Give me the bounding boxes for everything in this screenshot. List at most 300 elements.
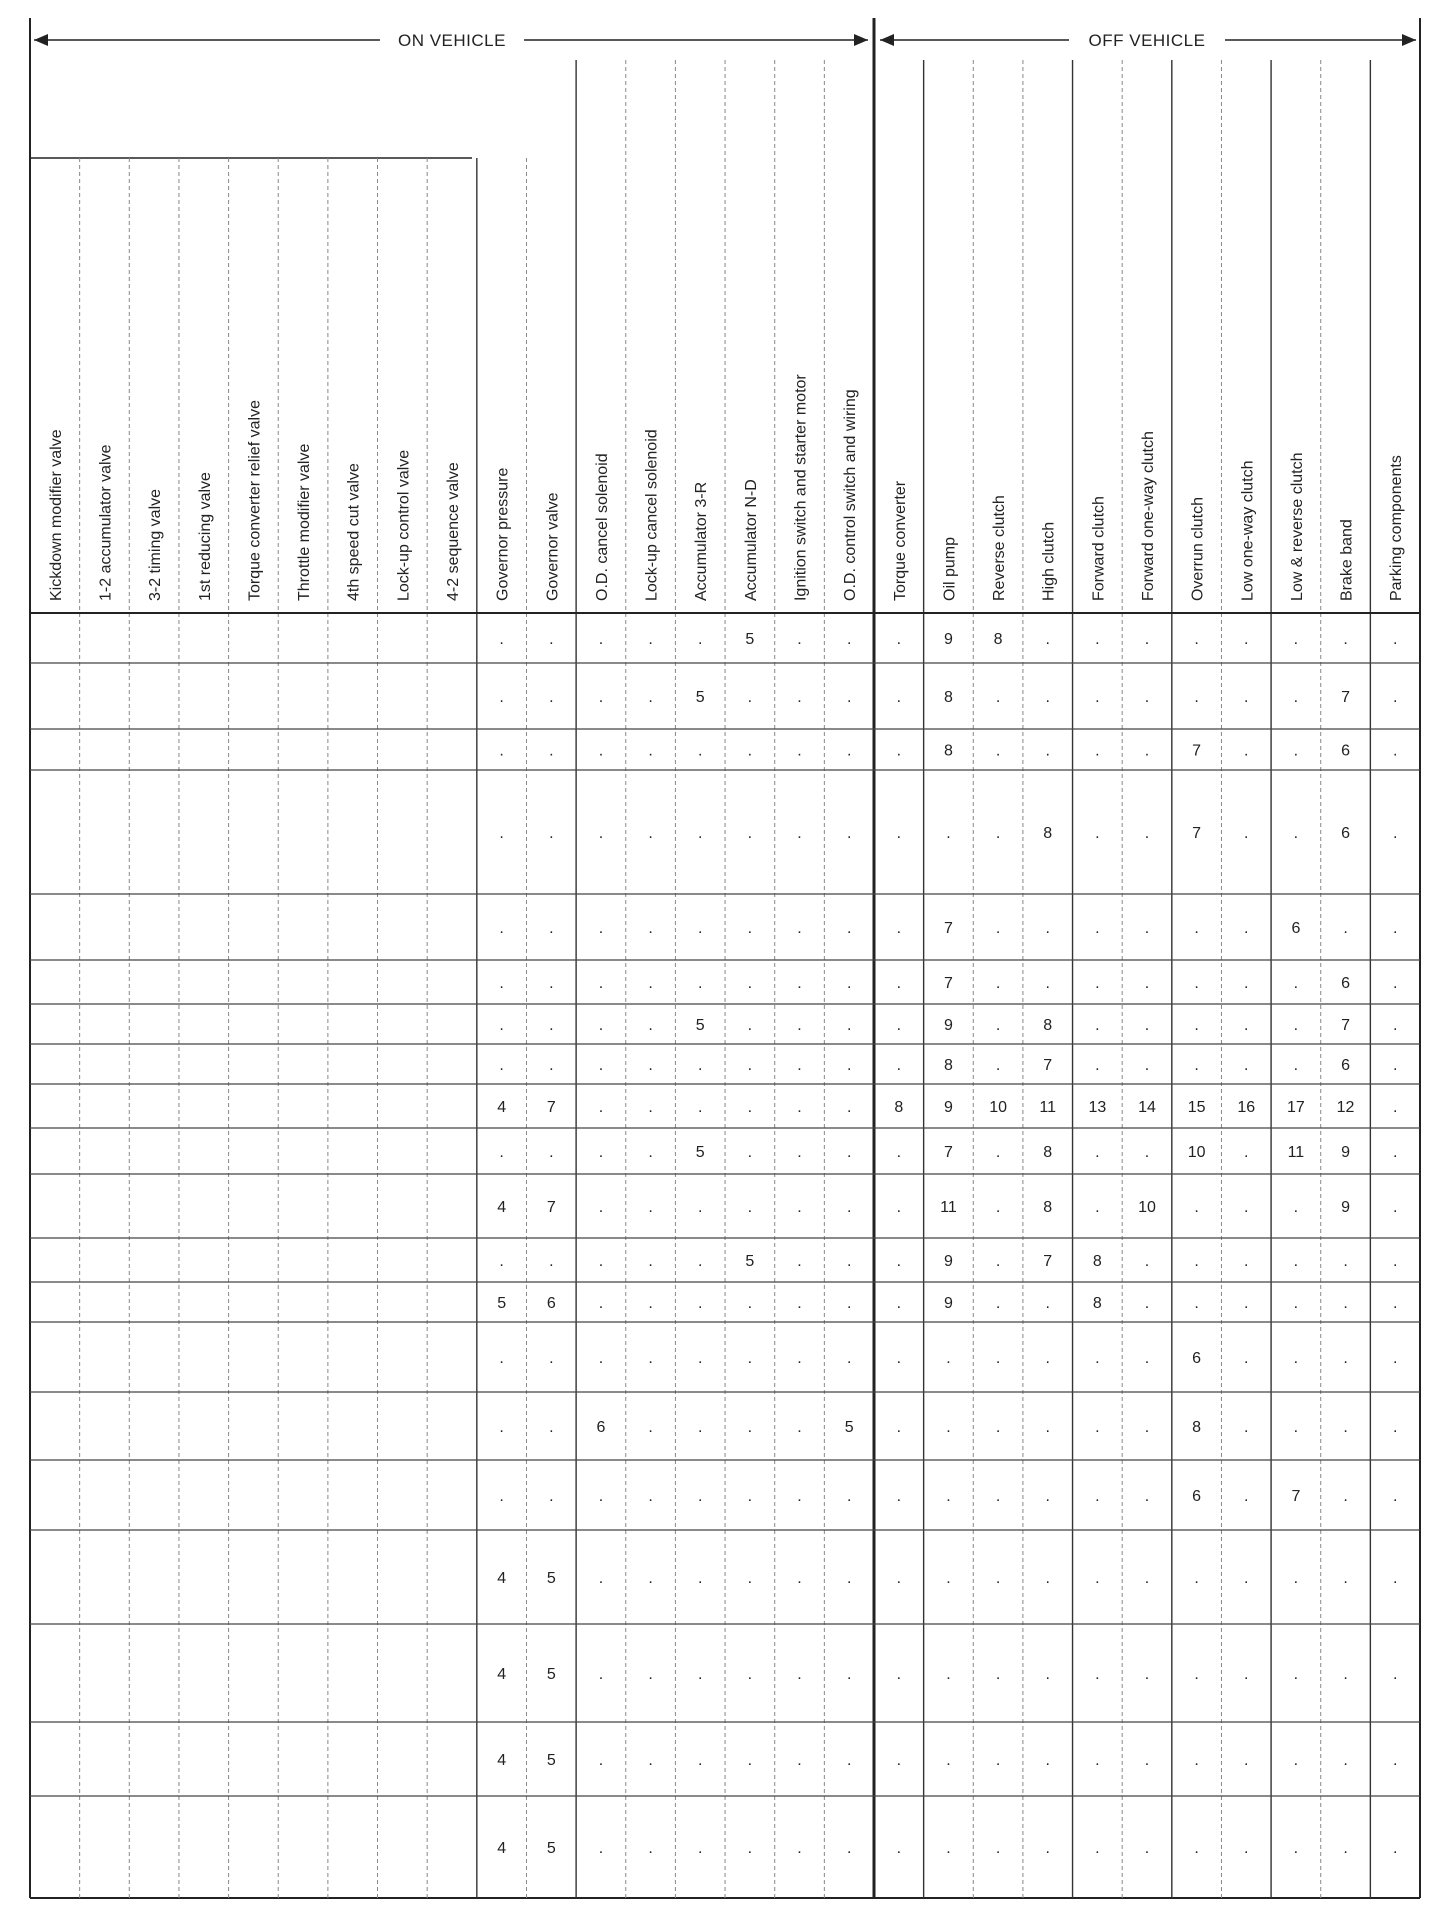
cell-dot: . (549, 920, 554, 937)
cell-dot: . (1293, 1840, 1299, 1857)
cell-dot: . (1392, 1295, 1398, 1312)
cell-dot: . (598, 1840, 604, 1857)
cell-dot: . (648, 689, 653, 706)
cell-dot: . (995, 920, 1001, 937)
cell-dot: . (549, 742, 554, 760)
cell-dot: . (747, 742, 753, 760)
cell-dot: . (698, 1253, 703, 1270)
cell-dot: . (797, 1840, 802, 1857)
cell-dot: . (648, 1253, 653, 1270)
column-header: Kickdown modifier valve (47, 429, 65, 601)
cell-dot: . (896, 1419, 902, 1436)
cell-dot: . (1244, 1199, 1249, 1216)
cell-dot: . (1293, 1295, 1299, 1312)
cell-dot: . (846, 689, 852, 706)
cell-value: 17 (1287, 1099, 1305, 1116)
cell-value: 8 (944, 742, 953, 760)
cell-dot: . (1293, 975, 1299, 992)
cell-dot: . (1194, 1057, 1199, 1074)
cell-dot: . (1244, 1570, 1249, 1587)
column-header: O.D. control switch and wiring (842, 389, 860, 601)
cell-dot: . (846, 1253, 852, 1270)
cell-dot: . (995, 1570, 1001, 1587)
cell-dot: . (1194, 689, 1199, 706)
cell-value: 9 (944, 631, 953, 648)
cell-dot: . (747, 1017, 753, 1034)
cell-dot: . (995, 1295, 1001, 1312)
cell-dot: . (1144, 1752, 1150, 1769)
cell-dot: . (1194, 975, 1199, 992)
cell-dot: . (896, 1350, 902, 1367)
cell-value: 8 (1043, 1199, 1053, 1216)
cell-dot: . (1045, 1419, 1050, 1436)
cell-dot: . (1095, 1752, 1100, 1769)
cell-value: 15 (1187, 1099, 1206, 1116)
cell-dot: . (1144, 1295, 1150, 1312)
cell-dot: . (698, 920, 703, 937)
cell-dot: . (1244, 1295, 1249, 1312)
cell-value: 14 (1138, 1099, 1156, 1116)
cell-dot: . (1095, 1144, 1100, 1161)
cell-dot: . (995, 1350, 1001, 1367)
column-header: 3-2 timing valve (147, 488, 165, 601)
cell-value: 5 (695, 1017, 705, 1034)
cell-dot: . (846, 1840, 852, 1857)
cell-value: 9 (944, 1017, 953, 1034)
cell-dot: . (1392, 1419, 1398, 1436)
cell-dot: . (1293, 1057, 1299, 1074)
cell-value: 8 (1092, 1253, 1102, 1270)
cell-value: 8 (1092, 1295, 1102, 1312)
cell-dot: . (1293, 1752, 1299, 1769)
column-header: Brake band (1338, 519, 1356, 601)
cell-dot: . (1045, 1570, 1050, 1587)
cell-dot: . (1392, 1253, 1398, 1270)
cell-dot: . (1095, 1057, 1100, 1074)
cell-dot: . (1244, 689, 1249, 706)
cell-dot: . (1293, 825, 1299, 842)
column-header: 1-2 accumulator valve (97, 444, 115, 601)
cell-dot: . (995, 1419, 1001, 1436)
cell-dot: . (896, 689, 902, 706)
cell-dot: . (698, 1419, 703, 1436)
cell-value: 9 (944, 1253, 953, 1270)
cell-dot: . (896, 1295, 902, 1312)
cell-dot: . (1095, 1840, 1100, 1857)
cell-dot: . (1392, 1570, 1398, 1587)
on-vehicle-label: ON VEHICLE (398, 31, 506, 50)
cell-value: 10 (1138, 1199, 1156, 1216)
cell-dot: . (797, 1099, 802, 1116)
cell-dot: . (946, 825, 951, 842)
cell-dot: . (1293, 1570, 1299, 1587)
cell-dot: . (1144, 825, 1150, 842)
cell-dot: . (1144, 1017, 1150, 1034)
cell-value: 9 (944, 1295, 953, 1312)
cell-dot: . (698, 1199, 703, 1216)
cell-dot: . (1144, 1570, 1150, 1587)
cell-dot: . (747, 1419, 753, 1436)
cell-value: 6 (1291, 920, 1301, 937)
cell-dot: . (698, 742, 703, 760)
cell-dot: . (698, 1666, 703, 1683)
cell-value: 7 (1341, 689, 1350, 706)
cell-value: 8 (1043, 825, 1053, 842)
cell-dot: . (648, 825, 653, 842)
cell-dot: . (896, 1752, 902, 1769)
cell-dot: . (747, 825, 753, 842)
cell-dot: . (1095, 920, 1100, 937)
cell-dot: . (747, 1099, 753, 1116)
cell-dot: . (747, 920, 753, 937)
column-header: Governor pressure (494, 467, 512, 601)
cell-dot: . (598, 1144, 604, 1161)
cell-dot: . (797, 975, 802, 992)
cell-dot: . (1293, 1199, 1299, 1216)
cell-dot: . (896, 920, 902, 937)
cell-value: 9 (1341, 1144, 1350, 1161)
cell-dot: . (1194, 1295, 1199, 1312)
cell-value: 8 (944, 1057, 953, 1074)
cell-dot: . (648, 975, 653, 992)
cell-dot: . (946, 1840, 951, 1857)
cell-value: 5 (745, 1253, 755, 1270)
column-header: 4-2 sequence valve (445, 462, 462, 601)
cell-value: 8 (1192, 1419, 1202, 1436)
cell-dot: . (846, 1752, 852, 1769)
cell-dot: . (995, 975, 1001, 992)
cell-value: 6 (1341, 1057, 1350, 1074)
cell-dot: . (846, 1570, 852, 1587)
cell-dot: . (598, 1570, 604, 1587)
cell-dot: . (995, 1752, 1001, 1769)
cell-dot: . (1095, 1199, 1100, 1216)
cell-dot: . (747, 975, 753, 992)
cell-dot: . (698, 1295, 703, 1312)
cell-dot: . (995, 689, 1001, 706)
cell-dot: . (896, 1666, 902, 1683)
cell-dot: . (1194, 1017, 1199, 1034)
cell-dot: . (1144, 1419, 1150, 1436)
cell-value: 6 (1192, 1350, 1202, 1367)
cell-dot: . (499, 1253, 504, 1270)
cell-dot: . (1293, 1666, 1299, 1683)
cell-dot: . (499, 920, 504, 937)
cell-dot: . (797, 1350, 802, 1367)
cell-dot: . (1392, 825, 1398, 842)
cell-value: 7 (944, 920, 953, 937)
cell-dot: . (598, 975, 604, 992)
cell-dot: . (1343, 1840, 1348, 1857)
cell-dot: . (1194, 1253, 1199, 1270)
cell-dot: . (747, 1840, 753, 1857)
cell-value: 5 (745, 631, 755, 648)
cell-dot: . (549, 1488, 554, 1505)
cell-value: 8 (894, 1099, 904, 1116)
grid-lines (30, 18, 1420, 1898)
cell-dot: . (1144, 1144, 1150, 1161)
cell-dot: . (896, 1570, 902, 1587)
cell-dot: . (1194, 1199, 1199, 1216)
cell-dot: . (499, 1144, 504, 1161)
cell-value: 8 (993, 631, 1003, 648)
cell-dot: . (797, 1295, 802, 1312)
cell-dot: . (1144, 1840, 1150, 1857)
cell-dot: . (846, 825, 852, 842)
cell-dot: . (946, 1666, 951, 1683)
column-header: Accumulator N-D (742, 479, 760, 601)
cell-dot: . (698, 1752, 703, 1769)
cell-dot: . (797, 1488, 802, 1505)
cell-dot: . (995, 1253, 1001, 1270)
cell-dot: . (1045, 1752, 1050, 1769)
cell-dot: . (549, 825, 554, 842)
cell-dot: . (1392, 975, 1398, 992)
cell-dot: . (499, 1017, 504, 1034)
cell-dot: . (1095, 1350, 1100, 1367)
cell-dot: . (995, 1144, 1001, 1161)
cell-dot: . (1244, 1666, 1249, 1683)
cell-dot: . (1392, 1488, 1398, 1505)
column-header: Forward one-way clutch (1140, 431, 1157, 601)
cell-dot: . (1144, 1057, 1150, 1074)
cell-dot: . (846, 1144, 852, 1161)
cell-value: 10 (1187, 1144, 1206, 1161)
cell-dot: . (549, 1057, 554, 1074)
off-vehicle-label: OFF VEHICLE (1088, 31, 1206, 50)
cell-dot: . (896, 1253, 902, 1270)
cell-dot: . (995, 1488, 1001, 1505)
cell-dot: . (1392, 1199, 1398, 1216)
cell-dot: . (598, 1295, 604, 1312)
cell-dot: . (747, 1570, 753, 1587)
cell-dot: . (598, 1253, 604, 1270)
cell-value: 11 (1287, 1144, 1305, 1161)
cell-dot: . (549, 689, 554, 706)
column-header: High clutch (1040, 521, 1058, 601)
cell-dot: . (797, 1666, 802, 1683)
cell-dot: . (549, 1144, 554, 1161)
cell-value: 5 (546, 1666, 556, 1683)
cell-dot: . (747, 1057, 753, 1074)
cell-dot: . (1095, 975, 1100, 992)
cell-value: 7 (944, 1144, 953, 1161)
cell-dot: . (648, 1350, 653, 1367)
column-header: Lock-up control valve (395, 449, 413, 601)
cell-dot: . (797, 1144, 802, 1161)
cell-value: 5 (546, 1840, 556, 1857)
cell-dot: . (1045, 920, 1050, 937)
cell-dot: . (648, 742, 653, 760)
cell-dot: . (846, 1199, 852, 1216)
cell-dot: . (598, 1057, 604, 1074)
cell-dot: . (1095, 1570, 1100, 1587)
cell-dot: . (797, 1419, 802, 1436)
cell-dot: . (995, 1199, 1001, 1216)
cell-dot: . (1343, 1488, 1348, 1505)
cell-value: 9 (944, 1099, 953, 1116)
cell-dot: . (698, 1099, 703, 1116)
cell-value: 11 (1039, 1099, 1057, 1116)
cell-dot: . (797, 920, 802, 937)
column-header: Throttle modifier valve (296, 443, 314, 601)
cell-dot: . (1244, 1419, 1249, 1436)
cell-value: 5 (844, 1419, 854, 1436)
cell-value: 7 (546, 1099, 556, 1116)
cell-dot: . (896, 1840, 902, 1857)
cell-value: 6 (596, 1419, 606, 1436)
cell-value: 7 (1192, 825, 1202, 842)
cell-dot: . (1144, 742, 1150, 760)
cell-dot: . (648, 1666, 653, 1683)
cell-dot: . (549, 1253, 554, 1270)
cell-dot: . (698, 975, 703, 992)
cell-dot: . (1244, 920, 1249, 937)
cell-dot: . (1144, 1253, 1150, 1270)
cell-dot: . (549, 1419, 554, 1436)
cell-value: 8 (1043, 1017, 1053, 1034)
cell-dot: . (648, 920, 653, 937)
cell-value: 4 (497, 1099, 507, 1116)
cell-dot: . (1392, 1350, 1398, 1367)
column-header: Low one-way clutch (1239, 460, 1257, 601)
column-header: Oil pump (941, 536, 959, 601)
cell-dot: . (1343, 1253, 1348, 1270)
cell-dot: . (797, 1199, 802, 1216)
table-cells (497, 631, 1397, 1857)
cell-dot: . (1095, 742, 1100, 760)
cell-dot: . (1045, 1350, 1050, 1367)
cell-dot: . (499, 1488, 504, 1505)
cell-dot: . (995, 825, 1001, 842)
cell-dot: . (1392, 1144, 1398, 1161)
cell-dot: . (1244, 1144, 1249, 1161)
cell-dot: . (896, 975, 902, 992)
cell-value: 5 (546, 1752, 556, 1769)
cell-dot: . (648, 1840, 653, 1857)
cell-dot: . (1045, 631, 1050, 648)
cell-dot: . (648, 631, 653, 648)
cell-dot: . (1392, 920, 1398, 937)
column-header: Ignition switch and starter motor (792, 374, 810, 601)
cell-dot: . (995, 1017, 1001, 1034)
cell-dot: . (1343, 1419, 1348, 1436)
cell-dot: . (1095, 631, 1100, 648)
cell-dot: . (549, 975, 554, 992)
cell-dot: . (896, 742, 902, 760)
cell-value: 4 (497, 1570, 507, 1587)
cell-value: 7 (944, 975, 953, 992)
cell-dot: . (846, 1350, 852, 1367)
cell-dot: . (1244, 1752, 1249, 1769)
column-header: Forward clutch (1090, 496, 1108, 601)
cell-dot: . (549, 1350, 554, 1367)
cell-dot: . (846, 1057, 852, 1074)
cell-dot: . (1343, 1350, 1348, 1367)
column-header: Torque converter (891, 480, 909, 601)
cell-dot: . (648, 1752, 653, 1769)
cell-dot: . (499, 1419, 504, 1436)
column-header: 4th speed cut valve (345, 463, 363, 601)
cell-dot: . (1293, 1350, 1299, 1367)
cell-dot: . (846, 975, 852, 992)
column-header: Low & reverse clutch (1288, 452, 1306, 601)
cell-dot: . (946, 1419, 951, 1436)
cell-value: 4 (497, 1666, 507, 1683)
cell-dot: . (846, 1295, 852, 1312)
cell-value: 8 (1043, 1144, 1053, 1161)
cell-dot: . (1045, 1488, 1050, 1505)
cell-dot: . (648, 1144, 653, 1161)
cell-dot: . (648, 1570, 653, 1587)
cell-dot: . (598, 1099, 604, 1116)
cell-dot: . (846, 1488, 852, 1505)
cell-dot: . (1045, 1840, 1050, 1857)
cell-dot: . (648, 1488, 653, 1505)
cell-dot: . (1392, 1057, 1398, 1074)
cell-dot: . (698, 631, 703, 648)
cell-value: 7 (1192, 742, 1202, 760)
cell-value: 16 (1237, 1099, 1256, 1116)
column-header: Reverse clutch (991, 495, 1009, 601)
cell-dot: . (797, 631, 802, 648)
cell-dot: . (1293, 742, 1299, 760)
cell-dot: . (846, 631, 852, 648)
cell-dot: . (648, 1099, 653, 1116)
cell-dot: . (1392, 631, 1398, 648)
cell-dot: . (1244, 742, 1249, 760)
column-header: O.D. cancel solenoid (593, 453, 611, 601)
column-header: Overrun clutch (1189, 496, 1207, 601)
cell-dot: . (598, 920, 604, 937)
cell-dot: . (797, 1752, 802, 1769)
cell-value: 7 (1341, 1017, 1350, 1034)
cell-value: 5 (497, 1295, 507, 1312)
cell-value: 7 (1291, 1488, 1301, 1505)
cell-dot: . (946, 1350, 951, 1367)
cell-dot: . (499, 1057, 504, 1074)
cell-value: 4 (497, 1752, 507, 1769)
cell-value: 7 (1043, 1057, 1053, 1074)
cell-dot: . (1045, 1666, 1050, 1683)
cell-dot: . (946, 1570, 951, 1587)
cell-dot: . (846, 920, 852, 937)
cell-dot: . (995, 1057, 1001, 1074)
cell-dot: . (1392, 1840, 1398, 1857)
cell-dot: . (499, 1350, 504, 1367)
cell-dot: . (797, 825, 802, 842)
column-header: Parking components (1388, 455, 1406, 601)
cell-dot: . (698, 1840, 703, 1857)
cell-dot: . (598, 689, 604, 706)
cell-value: 11 (940, 1199, 957, 1216)
cell-dot: . (797, 1253, 802, 1270)
cell-dot: . (1343, 1295, 1348, 1312)
cell-dot: . (648, 1419, 653, 1436)
cell-dot: . (896, 1057, 902, 1074)
cell-dot: . (1293, 1253, 1299, 1270)
cell-dot: . (1144, 975, 1150, 992)
cell-dot: . (747, 1666, 753, 1683)
cell-value: 10 (989, 1099, 1007, 1116)
cell-value: 7 (1043, 1253, 1053, 1270)
section-header (34, 31, 1416, 50)
cell-dot: . (1194, 1666, 1199, 1683)
cell-dot: . (1194, 1752, 1199, 1769)
cell-dot: . (598, 631, 604, 648)
cell-dot: . (946, 1488, 951, 1505)
cell-dot: . (1194, 1840, 1199, 1857)
